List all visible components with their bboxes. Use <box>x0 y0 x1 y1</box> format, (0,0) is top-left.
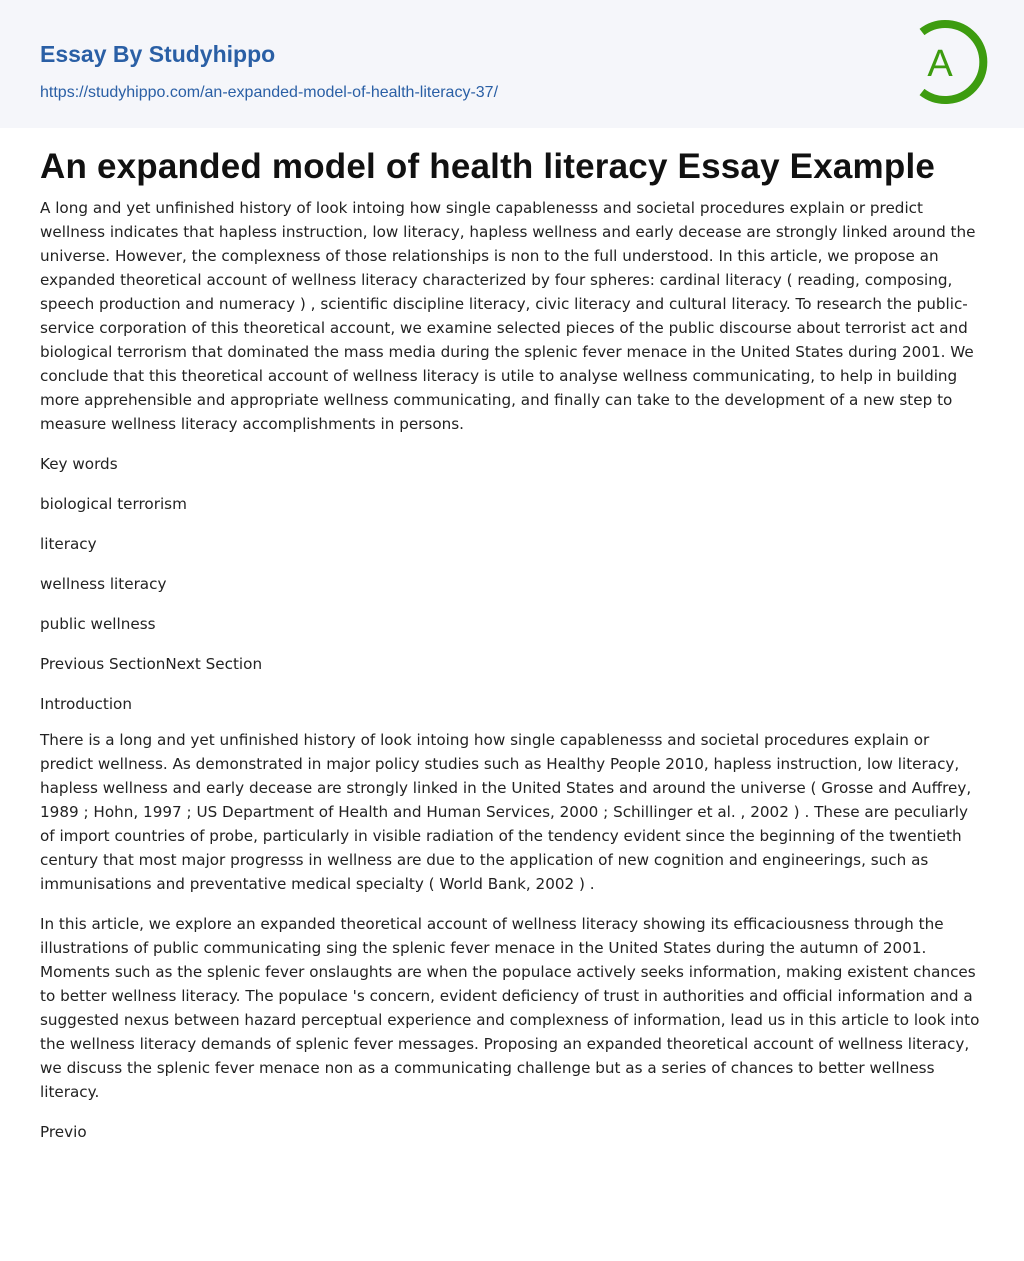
page-title: An expanded model of health literacy Essay Example <box>40 147 936 186</box>
site-header <box>0 0 1024 128</box>
key-word: wellness literacy <box>40 575 167 593</box>
key-word: public wellness <box>40 615 156 633</box>
truncated-text: Previo <box>40 1123 87 1141</box>
body-paragraph: In this article, we explore an expanded theoretical account of wellness literacy showing its efficaciousness through the illustrations of public communicating sing the splenic fever menace in the United States during the autumn of 2001. Moments such as the splenic fever onslaughts are when the populace actively seeks information, making existent chances to better wellness literacy. The populace 's concern, evident deficiency of trust in authorities and official information and a suggested nexus between hazard perceptual experience and complexness of information, lead us in this article to look into the wellness literacy demands of splenic fever messages. Proposing an expanded theoretical account of wellness literacy, we discuss the splenic fever menace non as a communicating challenge but as a series of chances to better wellness literacy. <box>40 915 980 1101</box>
key-word: biological terrorism <box>40 495 187 513</box>
article-url-link[interactable]: https://studyhippo.com/an-expanded-model-of-health-literacy-37/ <box>40 84 499 101</box>
article-content <box>0 128 1024 1144</box>
svg-text:A: A <box>927 43 953 85</box>
section-heading: Introduction <box>40 695 132 713</box>
body-paragraph: There is a long and yet unfinished history of look intoing how single capablenesss and societal procedures explain or predict wellness. As demonstrated in major policy studies such as Healthy People 2010, hapless instruction, low literacy, hapless wellness and early decease are strongly linked in the United States and around the universe ( Grosse and Auffrey, 1989 ; Hohn, 1997 ; US Department of Health and Human Services, 2000 ; Schillinger et al. , 2002 ) . These are peculiarly of import countries of probe, particularly in visible radiation of the tendency evident since the beginning of the twentieth century that most major progresss in wellness are due to the application of new cognition and engineerings, such as immunisations and preventative medical specialty ( World Bank, 2002 ) . <box>40 731 972 893</box>
abstract-paragraph: A long and yet unfinished history of look intoing how single capablenesss and societal procedures explain or predict wellness indicates that hapless instruction, low literacy, hapless wellness and early decease are strongly linked around the universe. However, the complexness of those relationships is non to the full understood. In this article, we propose an expanded theoretical account of wellness literacy characterized by four spheres: cardinal literacy ( reading, composing, speech production and numeracy ) , scientific discipline literacy, civic literacy and cultural literacy. To research the public-service corporation of this theoretical account, we examine selected pieces of the public discourse about terrorist act and biological terrorism that dominated the mass media during the splenic fever menace in the United States during 2001. We conclude that this theoretical account of wellness literacy is utile to analyse wellness communicating, to help in building more apprehensible and appropriate wellness communicating, and finally can take to the development of a new step to measure wellness literacy accomplishments in persons. <box>40 199 976 433</box>
key-words-label: Key words <box>40 455 118 473</box>
section-nav-links[interactable]: Previous SectionNext Section <box>40 655 263 673</box>
key-word: literacy <box>40 535 97 553</box>
site-title[interactable]: Essay By Studyhippo <box>40 41 276 67</box>
studyhippo-logo-icon[interactable] <box>910 18 990 106</box>
